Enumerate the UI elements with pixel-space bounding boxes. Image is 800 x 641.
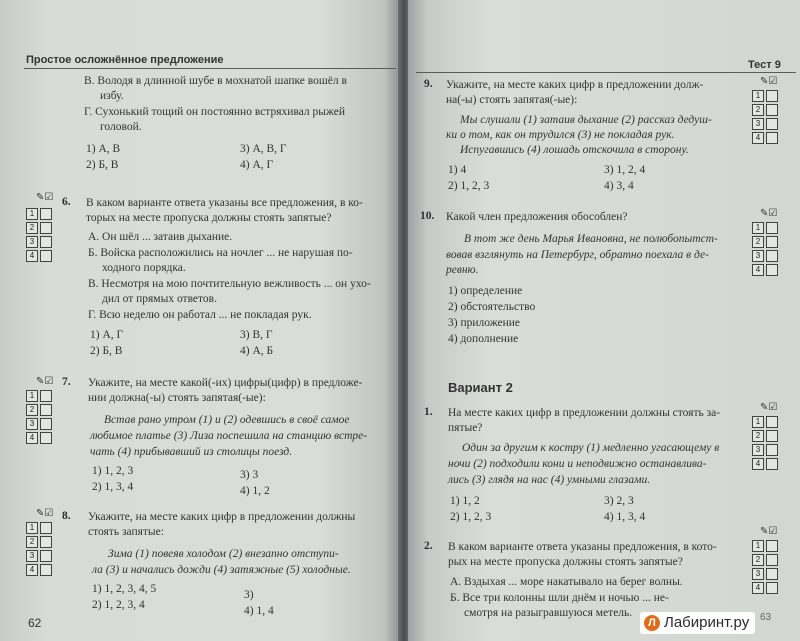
answer-checkbox[interactable] [766,132,778,144]
answer-box-2[interactable]: 2 [752,104,764,116]
page-number: 62 [28,616,42,630]
sentence-option: А. Вздыхая ... море накатывало на берег волны. [450,576,683,588]
answer-checkbox[interactable] [766,540,778,552]
option-v-line1: В. Володя в длинной шубе в мохнатой шапке вошёл в [84,75,347,87]
pencil-check-icon: ✎☑ [36,508,54,519]
answer-checkbox[interactable] [766,444,778,456]
example-sentence: Испугавшись (4) лошадь отскочила в сторону. [460,144,689,156]
answer-checkbox[interactable] [766,416,778,428]
answer-checkbox[interactable] [766,222,778,234]
watermark-text: Лабиринт.ру [664,614,750,631]
answer-box-1[interactable]: 1 [752,222,764,234]
labirint-logo-icon: Л [644,615,660,631]
example-sentence: ночи (2) подходили кони и неподвижно останавлива- [448,458,707,470]
example-sentence: Встав рано утром (1) и (2) одевшись в своё самое [104,414,350,426]
watermark-logo [640,612,755,634]
sentence-option: Б. Войска расположились на ночлег ... не нарушая по- [88,247,353,259]
answer-option: 4) 1, 2 [240,485,270,497]
answer-checkbox[interactable] [766,118,778,130]
pencil-check-icon: ✎☑ [760,208,778,219]
question-text: Укажите, на месте какой(-их) цифры(цифр) в предложе- [88,377,363,389]
example-sentence: Мы слушали (1) затаив дыхание (2) рассказ дедуш- [460,114,712,126]
example-sentence: ла (3) и начались дожди (4) затяжные (5) холодные. [92,564,351,576]
answer-checkbox[interactable] [40,390,52,402]
answer-option: 2) 1, 2, 3, 4 [92,599,145,611]
sentence-option: Б. Все три колонны шли днём и ночью ... не- [450,592,669,604]
answer-box-2[interactable]: 2 [26,536,38,548]
test-header: Тест 9 [748,59,781,71]
sentence-option: Г. Всю неделю он работал ... не покладая рук. [88,309,312,321]
answer-checkbox[interactable] [40,404,52,416]
answer-option: 4) А, Б [240,345,274,357]
answer-checkbox[interactable] [766,430,778,442]
example-sentence: лись (3) глядя на нас (4) умными глазами. [448,474,651,486]
option-g-line1: Г. Сухонький тощий он постоянно встряхивал рыжей [84,106,346,118]
answer-checkbox[interactable] [40,432,52,444]
answer-option: 3) А, В, Г [240,143,287,155]
answer-box-4[interactable]: 4 [752,458,764,470]
answer-checkbox[interactable] [40,564,52,576]
answer-option: 2) 1, 2, 3 [450,511,492,523]
variant-title: Вариант 2 [448,380,513,395]
answer-checkbox[interactable] [40,250,52,262]
answer-option: 2) 1, 2, 3 [448,180,490,192]
answer-checkbox[interactable] [40,536,52,548]
question-text: нии должна(-ы) стоять запятая(-ые): [88,392,266,404]
answer-checkbox[interactable] [766,582,778,594]
answer-box-2[interactable]: 2 [752,554,764,566]
example-sentence: Зима (1) повеяв холодом (2) внезапно отступи- [108,548,339,560]
answer-checkbox[interactable] [766,568,778,580]
example-sentence: Один за другим к костру (1) медленно угасающему в [462,442,720,454]
answer-box-2[interactable]: 2 [26,404,38,416]
answer-box-1[interactable]: 1 [26,390,38,402]
pencil-check-icon: ✎☑ [760,402,778,413]
answer-checkbox[interactable] [40,236,52,248]
answer-checkbox[interactable] [766,90,778,102]
answer-box-1[interactable]: 1 [26,208,38,220]
example-sentence: ревню. [446,264,479,276]
example-sentence: вовав взглянуть на Петербург, обратно поехала в де- [446,249,709,261]
sentence-option: В. Несмотря на мою почтительную вежливость ... он ухо- [88,278,371,290]
answer-option: 2) Б, В [86,159,119,171]
answer-option: 4) А, Г [240,159,274,171]
pencil-check-icon: ✎☑ [760,76,778,87]
answer-box-4[interactable]: 4 [26,432,38,444]
question-text: В каком варианте ответа указаны все предложения, в ко- [86,197,363,209]
answer-checkbox[interactable] [40,418,52,430]
sentence-option: А. Он шёл ... затаив дыхание. [88,231,233,243]
pencil-check-icon: ✎☑ [760,526,778,537]
answer-checkbox[interactable] [766,104,778,116]
sentence-option: смотря на разыгравшуюся метель. [464,607,633,619]
sentence-option: ходного порядка. [102,262,186,274]
header-rule [24,68,396,69]
answer-checkbox[interactable] [766,554,778,566]
answer-checkbox[interactable] [766,264,778,276]
answer-box-2[interactable]: 2 [752,236,764,248]
question-text: пятые? [448,422,483,434]
answer-box-3[interactable]: 3 [26,236,38,248]
answer-box-3[interactable]: 3 [752,118,764,130]
answer-option: 3) 2, 3 [604,495,634,507]
answer-option: 3) приложение [448,317,521,329]
question-number: 8. [62,510,71,522]
answer-box-1[interactable]: 1 [752,416,764,428]
answer-box-1[interactable]: 1 [26,522,38,534]
answer-option: 1) 1, 2, 3, 4, 5 [92,583,157,595]
question-number: 9. [424,78,433,90]
question-number: 10. [420,210,435,222]
answer-option: 4) 1, 4 [244,605,274,617]
answer-checkbox[interactable] [40,208,52,220]
pencil-check-icon: ✎☑ [36,376,54,387]
answer-option: 4) 1, 3, 4 [604,511,646,523]
answer-option: 4) 3, 4 [604,180,634,192]
answer-box-3[interactable]: 3 [26,418,38,430]
answer-option: 3) [244,589,254,601]
answer-checkbox[interactable] [40,522,52,534]
answer-option: 1) А, Г [90,329,124,341]
answer-box-4[interactable]: 4 [752,582,764,594]
question-text: торых на месте пропуска должны стоять запятые? [86,212,332,224]
answer-box-1[interactable]: 1 [752,540,764,552]
answer-option: 1) 1, 2, 3 [92,465,134,477]
answer-box-4[interactable]: 4 [26,250,38,262]
option-v-line2: избу. [100,90,124,102]
right-page [408,0,800,641]
answer-option: 2) 1, 3, 4 [92,481,134,493]
answer-box-3[interactable]: 3 [26,550,38,562]
section-header: Простое осложнённое предложение [26,54,224,66]
answer-option: 4) дополнение [448,333,519,345]
question-text: рых на месте пропуска должны стоять запятые? [448,556,683,568]
example-sentence: В тот же день Марья Ивановна, не полюбопытст- [464,233,718,245]
question-number: 2. [424,540,433,552]
answer-box-2[interactable]: 2 [752,430,764,442]
answer-option: 1) 1, 2 [450,495,480,507]
answer-box-4[interactable]: 4 [26,564,38,576]
answer-option: 3) В, Г [240,329,273,341]
question-number: 7. [62,376,71,388]
answer-box-3[interactable]: 3 [752,444,764,456]
answer-option: 1) определение [448,285,523,297]
answer-checkbox[interactable] [40,550,52,562]
question-text: В каком варианте ответа указаны предложения, в кото- [448,541,717,553]
answer-option: 1) А, В [86,143,121,155]
answer-box-3[interactable]: 3 [752,568,764,580]
answer-box-2[interactable]: 2 [26,222,38,234]
question-number: 6. [62,196,71,208]
answer-option: 3) 3 [240,469,259,481]
sentence-option: дил от прямых ответов. [102,293,217,305]
answer-checkbox[interactable] [40,222,52,234]
question-text: Какой член предложения обособлен? [446,211,628,223]
question-text: стоять запятые: [88,526,164,538]
example-sentence: чать (4) прибывавший из столицы поезд. [90,446,293,458]
answer-box-4[interactable]: 4 [752,132,764,144]
option-g-line2: головой. [100,121,142,133]
question-number: 1. [424,406,433,418]
answer-box-1[interactable]: 1 [752,90,764,102]
pencil-check-icon: ✎☑ [36,192,54,203]
answer-checkbox[interactable] [766,250,778,262]
answer-option: 2) обстоятельство [448,301,536,313]
question-text: На месте каких цифр в предложении должны стоять за- [448,407,721,419]
answer-option: 1) 4 [448,164,467,176]
question-text: Укажите, на месте каких цифр в предложении должны [88,511,356,523]
example-sentence: ки о том, как он трудился (3) не покладая рук. [446,129,675,141]
header-rule [416,72,796,73]
question-text: на(-ы) стоять запятая(-ые): [446,94,578,106]
page-number: 63 [760,612,772,623]
answer-option: 2) Б, В [90,345,123,357]
example-sentence: любимое платье (3) Лиза поспешила на станцию встре- [90,430,368,442]
answer-checkbox[interactable] [766,236,778,248]
answer-box-3[interactable]: 3 [752,250,764,262]
question-text: Укажите, на месте каких цифр в предложении долж- [446,79,704,91]
answer-option: 3) 1, 2, 4 [604,164,646,176]
answer-box-4[interactable]: 4 [752,264,764,276]
answer-checkbox[interactable] [766,458,778,470]
